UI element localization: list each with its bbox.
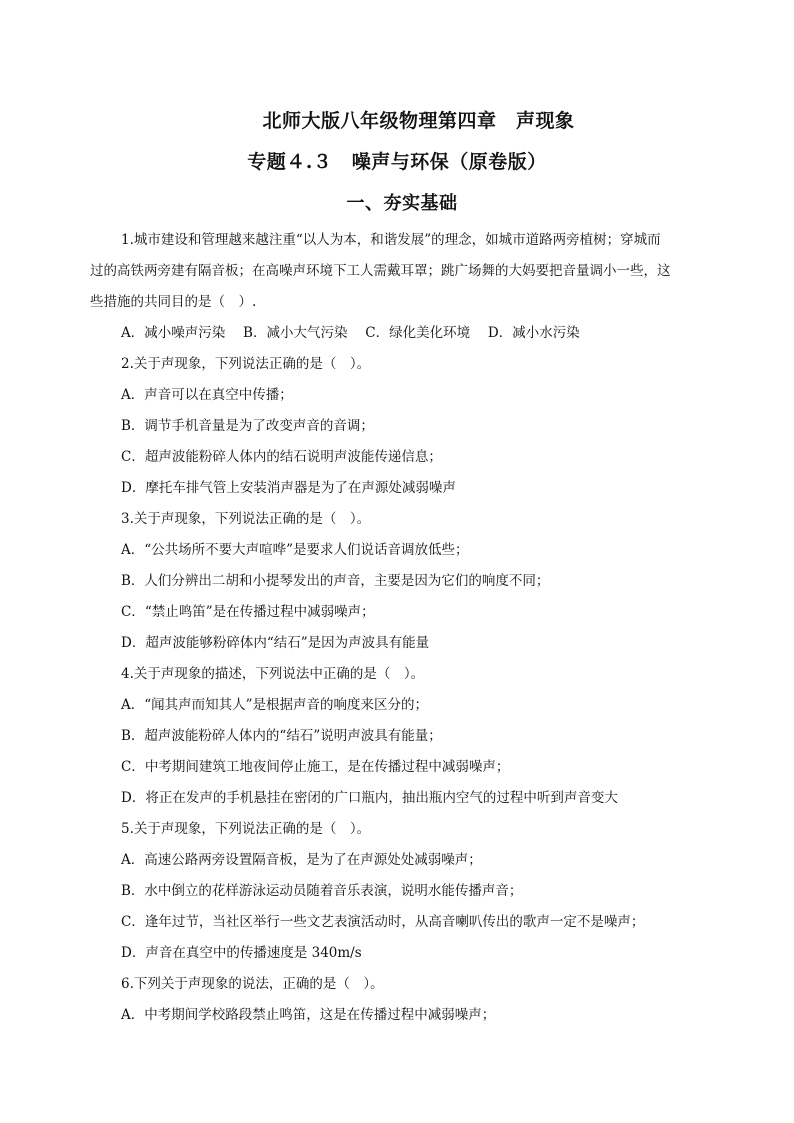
question-2-option-b: B．调节手机音量是为了改变声音的音调； <box>121 418 374 434</box>
question-1-line-1: 1.城市建设和管理越来越注重“以人为本，和谐发展”的理念，如城市道路两旁植树；穿城而 <box>121 232 661 248</box>
question-3-stem: 3.关于声现象，下列说法正确的是（ ）。 <box>121 511 371 527</box>
question-4-option-d: D．将正在发声的手机悬挂在密闭的广口瓶内，抽出瓶内空气的过程中听到声音变大 <box>121 790 618 806</box>
question-5-option-b: B．水中倒立的花样游泳运动员随着音乐表演，说明水能传播声音； <box>121 883 523 899</box>
question-2-option-c: C．超声波能粉碎人体内的结石说明声波能传递信息； <box>121 449 442 465</box>
question-3-option-b: B．人们分辨出二胡和小提琴发出的声音，主要是因为它们的响度不同； <box>121 573 550 589</box>
question-3-option-c: C．“禁止鸣笛”是在传播过程中减弱噪声； <box>121 604 375 620</box>
question-1-line-3: 些措施的共同目的是（ ）. <box>90 294 257 310</box>
question-2-option-d: D．摩托车排气管上安装消声器是为了在声源处减弱噪声 <box>121 480 456 496</box>
question-5-stem: 5.关于声现象，下列说法正确的是（ ）。 <box>121 821 371 837</box>
question-2-stem: 2.关于声现象，下列说法正确的是（ ）。 <box>121 356 371 372</box>
question-4-stem: 4.关于声现象的描述，下列说法中正确的是（ ）。 <box>121 666 425 682</box>
question-4-option-b: B．超声波能粉碎人体内的“结石”说明声波具有能量； <box>121 728 442 744</box>
question-1-options: A．减小噪声污染 B．减小大气污染 C．绿化美化环境 D．减小水污染 <box>121 325 580 341</box>
question-6-option-a: A．中考期间学校路段禁止鸣笛，这是在传播过程中减弱噪声； <box>121 1007 496 1023</box>
section-heading: 一、夯实基础 <box>346 193 458 214</box>
question-1-line-2: 过的高铁两旁建有隔音板；在高噪声环境下工人需戴耳罩；跳广场舞的大妈要把音量调小一些，这 <box>90 263 671 279</box>
question-5-option-a: A．高速公路两旁设置隔音板，是为了在声源处处减弱噪声； <box>121 852 482 868</box>
question-2-option-a: A．声音可以在真空中传播； <box>121 387 293 403</box>
question-3-option-d: D．超声波能够粉碎体内“结石”是因为声波具有能量 <box>121 635 430 651</box>
question-3-option-a: A．“公共场所不要大声喧哗”是要求人们说话音调放低些； <box>121 542 469 558</box>
question-4-option-c: C．中考期间建筑工地夜间停止施工，是在传播过程中减弱噪声； <box>121 759 510 775</box>
document-subtitle: 专题４.３ 噪声与环保（原卷版） <box>247 151 547 173</box>
question-5-option-d: D．声音在真空中的传播速度是 340m/s <box>121 945 362 961</box>
document-title: 北师大版八年级物理第四章 声现象 <box>262 110 575 132</box>
question-5-option-c: C．逢年过节，当社区举行一些文艺表演活动时，从高音喇叭传出的歌声一定不是噪声； <box>121 914 645 930</box>
question-6-stem: 6.下列关于声现象的说法，正确的是（ ）。 <box>121 976 384 992</box>
question-4-option-a: A．“闻其声而知其人”是根据声音的响度来区分的； <box>121 697 429 713</box>
